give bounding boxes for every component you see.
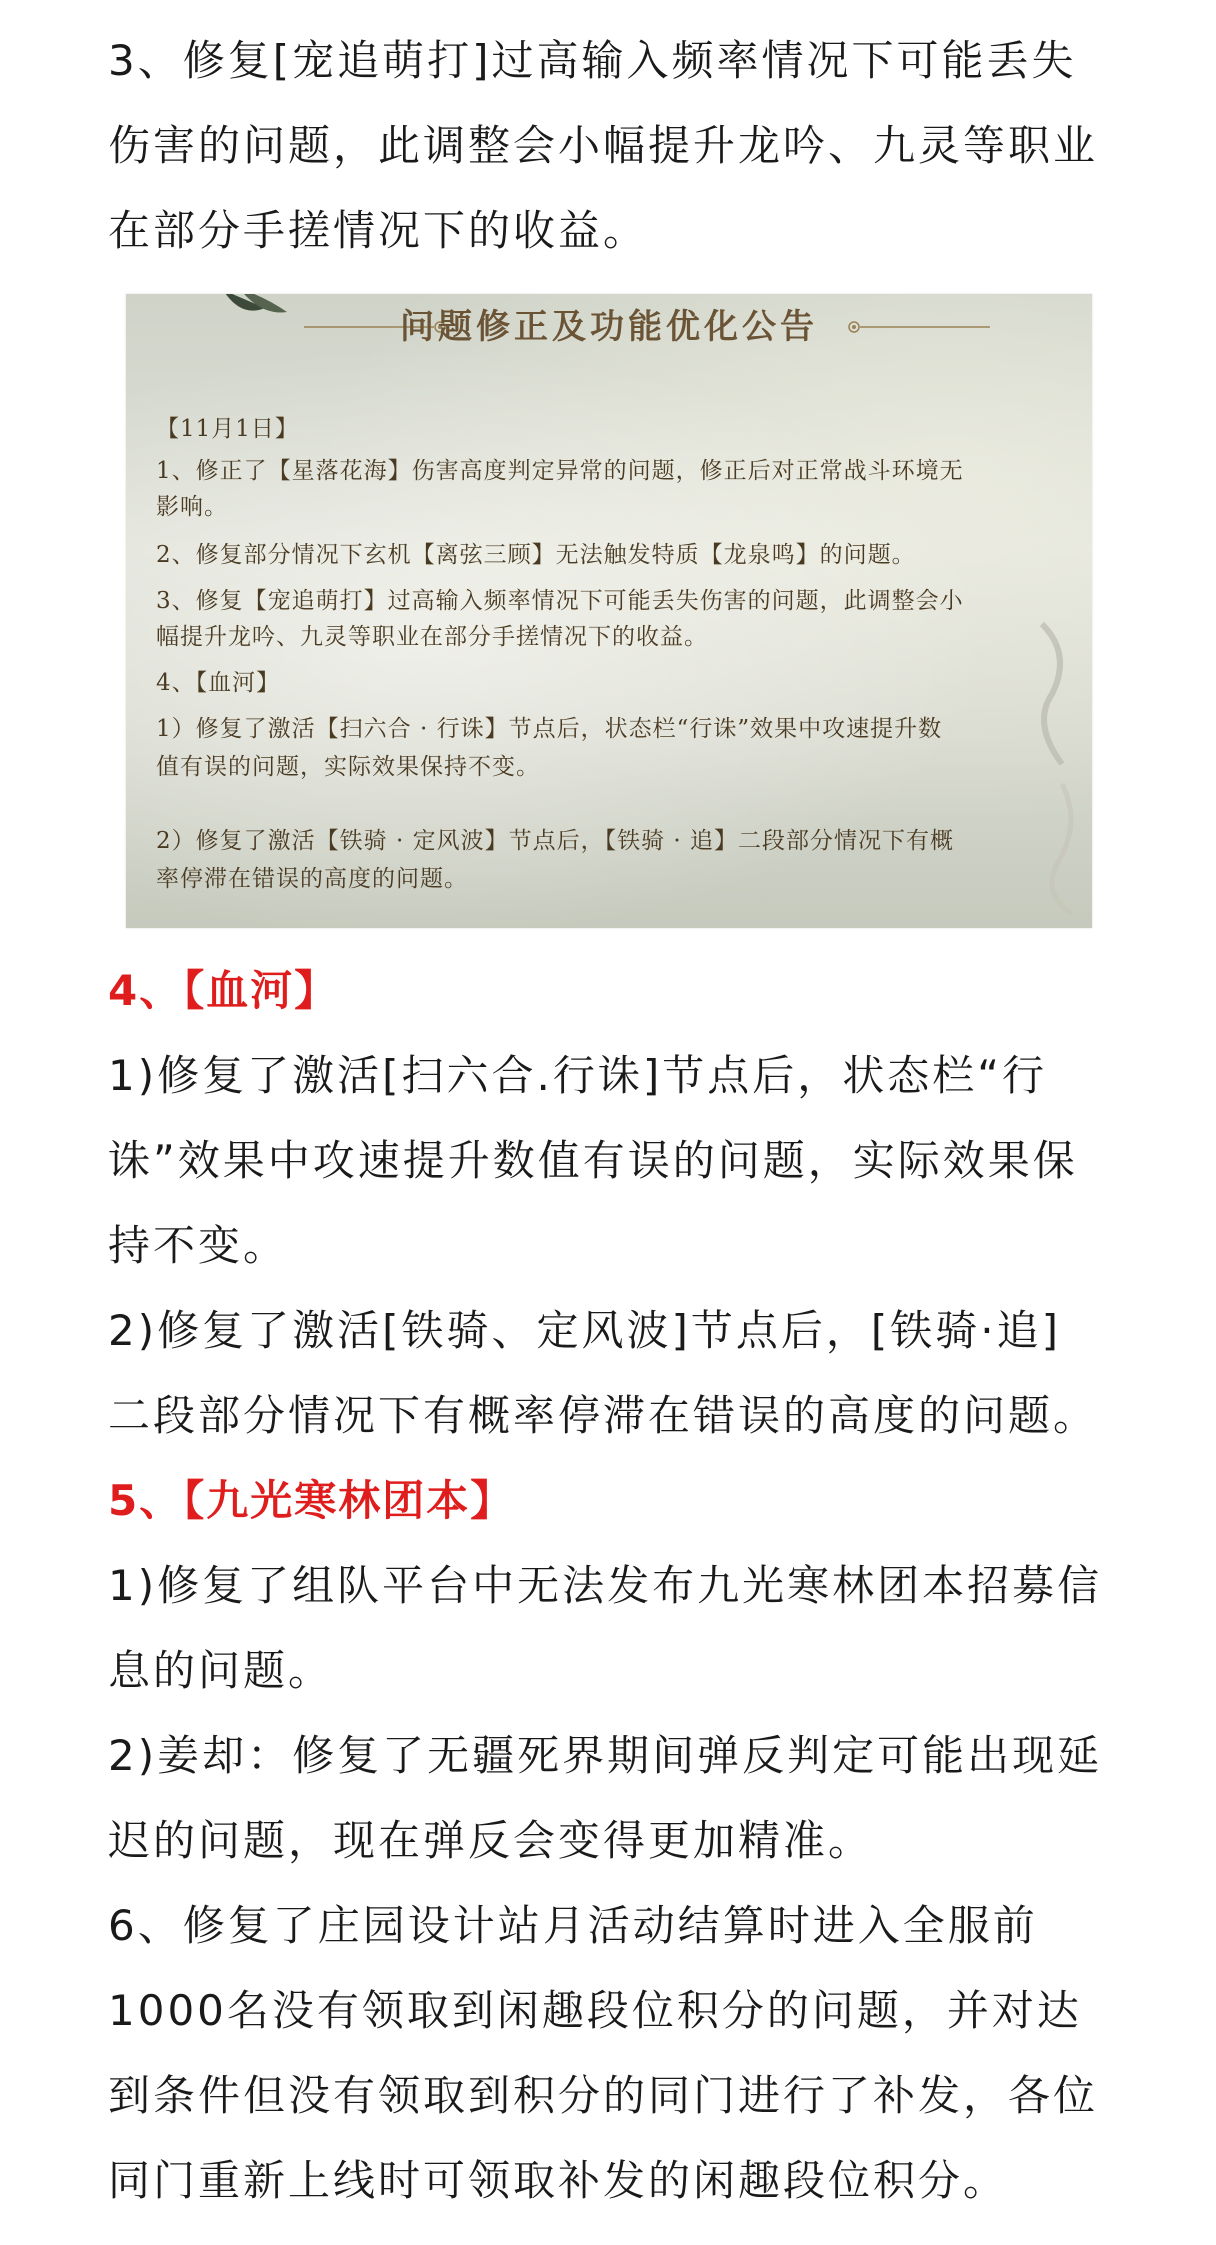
- text-line: 持不变。: [108, 1221, 289, 1270]
- notice-line: 2）修复了激活【铁骑 · 定风波】节点后，【铁骑 · 追】二段部分情况下有概: [156, 828, 954, 854]
- text-line: 迟的问题，现在弹反会变得更加精准。: [108, 1816, 874, 1865]
- text-line: 在部分手搓情况下的收益。: [108, 206, 649, 255]
- text-line: 6、修复了庄园设计站月活动结算时进入全服前: [108, 1901, 1038, 1950]
- notice-line: 1、修正了【星落花海】伤害高度判定异常的问题，修正后对正常战斗环境无: [156, 458, 964, 484]
- text-line: 3、修复[宠追萌打]过高输入频率情况下可能丢失: [108, 36, 1077, 85]
- notice-line: 2、修复部分情况下玄机【离弦三顾】无法触发特质【龙泉鸣】的问题。: [156, 542, 916, 568]
- notice-image[interactable]: [126, 294, 1092, 928]
- calligraphy-decoration-icon: [1002, 594, 1092, 914]
- text-line: 同门重新上线时可领取补发的闲趣段位积分。: [108, 2156, 1009, 2205]
- notice-line: 值有误的问题，实际效果保持不变。: [156, 754, 540, 780]
- notice-line: 3、修复【宠追萌打】过高输入频率情况下可能丢失伤害的问题，此调整会小: [156, 588, 964, 614]
- notice-line: 4、【血河】: [156, 670, 281, 696]
- text-line: 息的问题。: [108, 1646, 334, 1695]
- item-5-1-paragraph: [108, 1543, 1108, 1713]
- text-line: 到条件但没有领取到积分的同门进行了补发，各位: [108, 2071, 1099, 2120]
- text-line: 伤害的问题，此调整会小幅提升龙吟、九灵等职业: [108, 121, 1099, 170]
- text-line: 诛”效果中攻速提升数值有误的问题，实际效果保: [108, 1136, 1078, 1185]
- text-line: 1000名没有领取到闲趣段位积分的问题，并对达: [108, 1986, 1082, 2035]
- section-heading-4: 4、【血河】: [108, 966, 339, 1015]
- text-line: 2)姜却：修复了无疆死界期间弹反判定可能出现延: [108, 1731, 1103, 1780]
- item-6-paragraph: [108, 1883, 1108, 2223]
- notice-line: 1）修复了激活【扫六合 · 行诛】节点后，状态栏“行诛”效果中攻速提升数: [156, 716, 943, 742]
- text-line: 二段部分情况下有概率停滞在错误的高度的问题。: [108, 1391, 1099, 1440]
- notice-line: 幅提升龙吟、九灵等职业在部分手搓情况下的收益。: [156, 624, 708, 650]
- notice-line: 影响。: [156, 494, 228, 520]
- text-line: 1)修复了组队平台中无法发布九光寒林团本招募信: [108, 1561, 1103, 1610]
- notice-title: 问题修正及功能优化公告: [400, 307, 818, 347]
- notice-line: 率停滞在错误的高度的问题。: [156, 866, 468, 892]
- item-4-2-paragraph: [108, 1288, 1108, 1458]
- item-4-1-paragraph: [108, 1033, 1108, 1288]
- notice-line: 【11月1日】: [156, 416, 299, 442]
- section-heading-5: 5、【九光寒林团本】: [108, 1476, 515, 1525]
- item-3-paragraph: [108, 18, 1108, 273]
- item-5-2-paragraph: [108, 1713, 1108, 1883]
- text-line: 1)修复了激活[扫六合.行诛]节点后，状态栏“行: [108, 1051, 1047, 1100]
- text-line: 2)修复了激活[铁骑、定风波]节点后，[铁骑·追]: [108, 1306, 1062, 1355]
